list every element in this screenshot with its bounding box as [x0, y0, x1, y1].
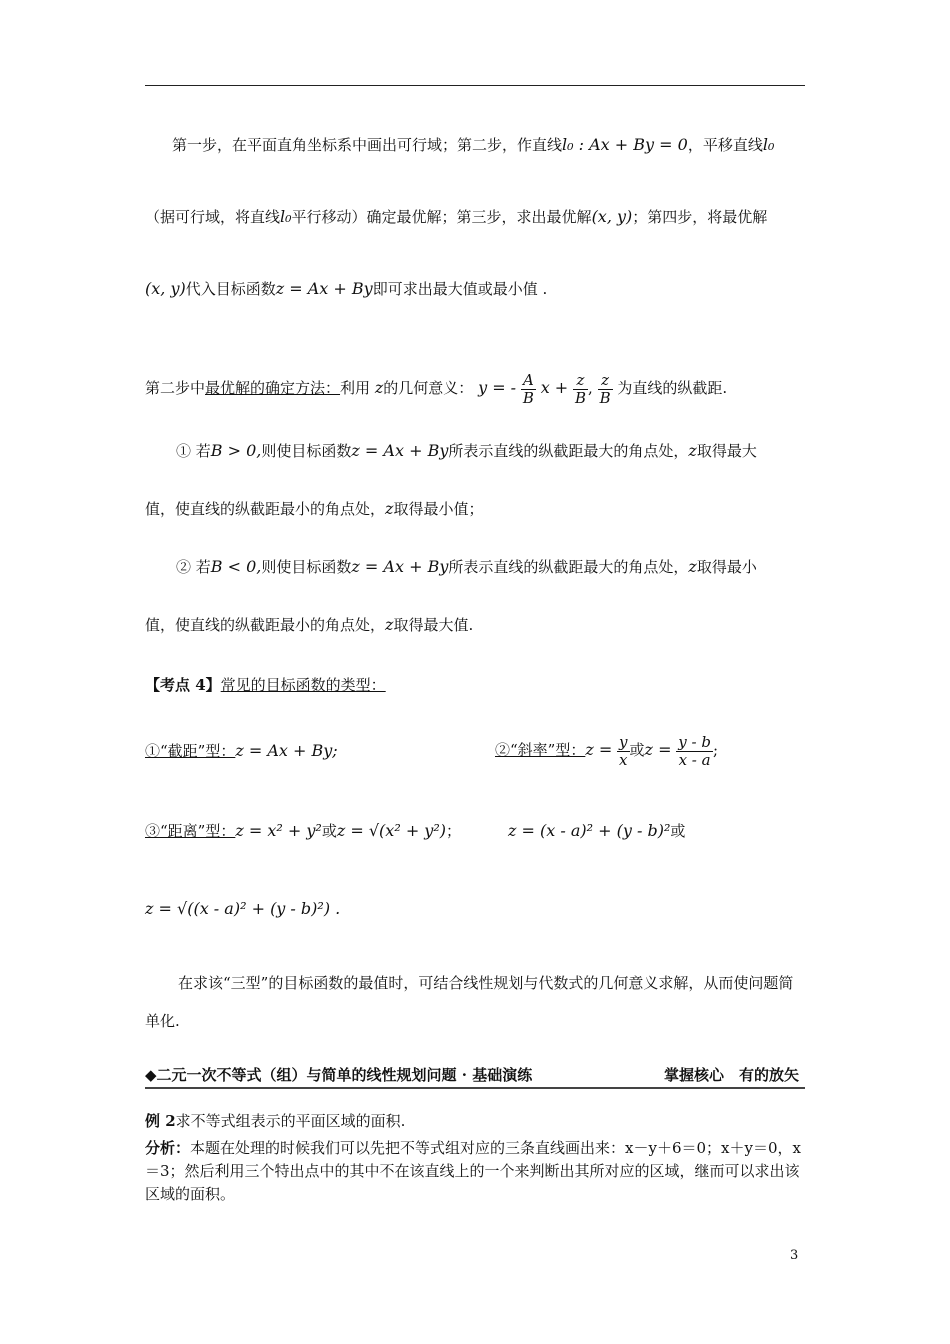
page-number: 3 — [790, 1248, 799, 1263]
example-2: 例 2求不等式组表示的平面区域的面积. — [145, 1112, 406, 1130]
case1-line1: ① 若B > 0,则使目标函数z = Ax + By所表示直线的纵截距最大的角点处，z取得最大 — [176, 441, 757, 460]
header-rule — [145, 85, 805, 86]
l0-symbol: l₀ — [280, 207, 292, 226]
fraction-z-b-2: $\frac{z}{B}$ — [599, 370, 611, 407]
analysis-paragraph: 分析：本题在处理的时候我们可以先把不等式组对应的三条直线画出来：x－y＋6＝0；x＋y＝0，x＝3；然后利用三个特出点中的其中不在该直线上的一个来判断出其所对应的区域，继而可以求出该区域的面积。 — [145, 1139, 801, 1203]
method-title: 最优解的确定方法： — [205, 379, 341, 397]
case2-line1: ② 若B < 0,则使目标函数z = Ax + By所表示直线的纵截距最大的角点处，z取得最小 — [176, 557, 757, 576]
step-line-2: （据可行域，将直线l₀平行移动）确定最优解；第三步，求出最优解(x, y)；第四步，将最优解 — [145, 207, 768, 226]
section-header: ◆二元一次不等式（组）与简单的线性规划问题 · 基础演练 掌握核心 有的放矢 — [145, 1064, 805, 1089]
method-line: 第二步中最优解的确定方法：利用 z的几何意义： y = - $\frac{A}{B}$ x + $\frac{z}{B}$ , $\frac{z}{B}$ 为直线的纵截距. — [145, 370, 728, 407]
step-line-1: 第一步，在平面直角坐标系中画出可行域；第二步，作直线l₀ : Ax + By = 0，平移直线l₀ — [172, 135, 775, 154]
type-distance-2: z = (x - a)² + (y - b)²或 — [508, 821, 686, 840]
step-line-3: (x, y)代入目标函数z = Ax + By即可求出最大值或最小值 . — [145, 279, 548, 298]
type-slope: ②“斜率”型：z = $\frac{y}{x}$ 或z = $\frac{y - b}{x - a}$ ; — [495, 732, 718, 769]
type-intercept: ①“截距”型：z = Ax + By; — [145, 741, 338, 760]
type-distance: ③“距离”型：z = x² + y²或z = √(x² + y²)； — [145, 821, 462, 840]
case1-line2: 值，使直线的纵截距最小的角点处，z取得最小值； — [145, 499, 484, 518]
summary-paragraph: 在求该“三型”的目标函数的最值时，可结合线性规划与代数式的几何意义求解，从而使问题简单化. — [145, 974, 794, 1030]
kaodian-heading: 【考点 4】常见的目标函数的类型： — [145, 676, 386, 694]
type-distance-3: z = √((x - a)² + (y - b)²) . — [145, 899, 341, 918]
fraction-a-b: $\frac{A}{B}$ — [522, 370, 534, 407]
fraction-z-b: $\frac{z}{B}$ — [574, 370, 587, 407]
case2-line2: 值，使直线的纵截距最小的角点处，z取得最大值. — [145, 615, 474, 634]
